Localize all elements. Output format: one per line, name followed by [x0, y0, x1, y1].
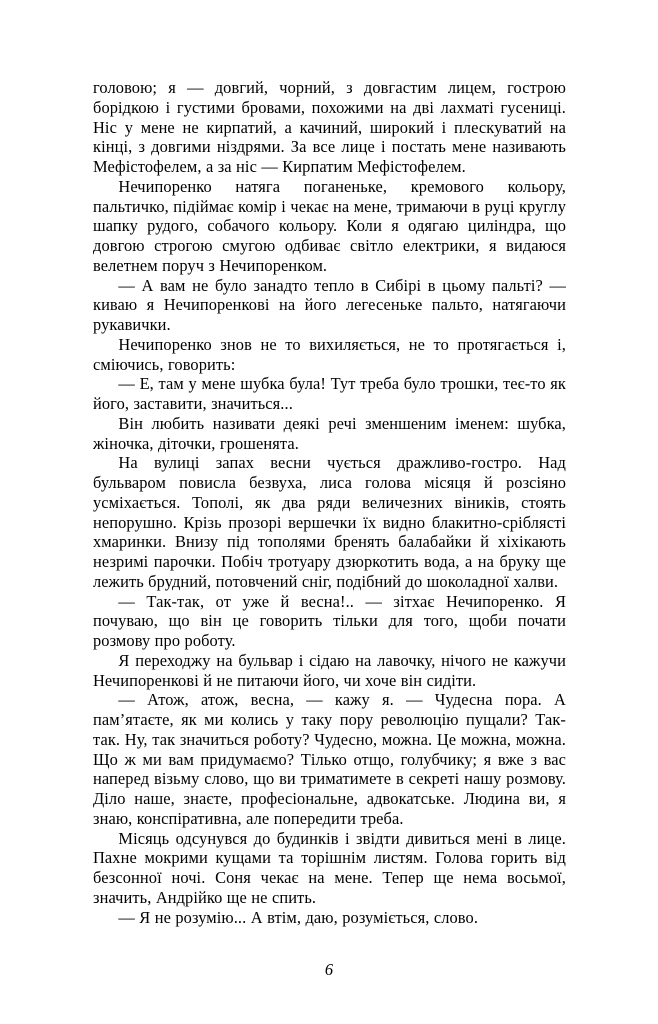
- paragraph: — Атож, атож, весна, — кажу я. — Чудесна пора. А пам’ятаєте, як ми колись у таку пору революцію пущали? Так-так. Ну, так значиться роботу? Чудесно, можна. Це можна, можна. Що ж ми вам придумаємо? Тілько отщо, голубчику; я вже з вас наперед візьму слово, що ви триматимете в секреті нашу розмову. Діло наше, знаєте, професіональне, адвокатське. Людина ви, я знаю, конспіративна, але попередити треба.: [93, 690, 566, 828]
- paragraph: Нечипоренко знов не то вихиляється, не то протягається і, сміючись, говорить:: [93, 334, 566, 374]
- paragraph: Я переходжу на бульвар і сідаю на лавочку, нічого не кажучи Нечипоренкові й не питаючи його, чи хоче він сидіти.: [93, 650, 566, 690]
- paragraph: — Я не розумію... А втім, даю, розуміється, слово.: [118, 907, 479, 927]
- paragraph: головою; я — довгий, чорний, з довгастим лицем, гострою борідкою і густими бровами, похожими на дві лахматі гусениці. Ніс у мене не кирпатий, а качиний, широкий і плескуватий на кінці, з довгими ніздрями. За все лице і постать мене називають Мефістофелем, а за ніс — Кирпатим Мефістофелем.: [93, 78, 566, 176]
- paragraph: Він любить називати деякі речі зменшеним іменем: шубка, жіночка, діточки, грошенята.: [93, 413, 566, 453]
- page-text-block: [93, 78, 566, 927]
- paragraph: — Е, там у мене шубка була! Тут треба було трошки, теє-то як його, заставити, значиться...: [93, 374, 566, 413]
- paragraph: На вулиці запах весни чується дражливо-гостро. Над бульваром повисла безвуха, лиса голова місяця й розсіяно усміхається. Тополі, як два ряди величезних віників, стоять непорушно. Крізь прозорі вершечки їх видно блакитно-сріблясті хмаринки. Внизу під тополями бренять балабайки й хіхікають незримі парочки. Побіч тротуару дзюркотить вода, а на бруку ще лежить брудний, потовчений сніг, подібний до шоколадної халви.: [93, 453, 566, 591]
- paragraph: — Так-так, от уже й весна!.. — зітхає Нечипоренко. Я почуваю, що він це говорить тільки для того, щоби почати розмову про роботу.: [93, 591, 566, 650]
- paragraph: Нечипоренко натяга поганеньке, кремового кольору, пальтичко, підіймає комір і чекає на мене, тримаючи в руці круглу шапку рудого, собачого кольору. Коли я одягаю циліндра, що довгою строгою смугою одбиває світло електрики, я видаюся велетнем поруч з Нечипоренком.: [93, 176, 566, 275]
- paragraph: — А вам не було занадто тепло в Сибірі в цьому пальті? — киваю я Нечипоренкові на його легесеньке пальто, натягаючи рукавички.: [93, 275, 566, 334]
- page-number: 6: [324, 960, 334, 979]
- paragraph: Місяць одсунувся до будинків і звідти дивиться мені в лице. Пахне мокрими кущами та торішнім листям. Голова горить від безсонної ночі. Соня чекає на мене. Тепер ще нема восьмої, значить, Андрійко ще не спить.: [93, 828, 566, 907]
